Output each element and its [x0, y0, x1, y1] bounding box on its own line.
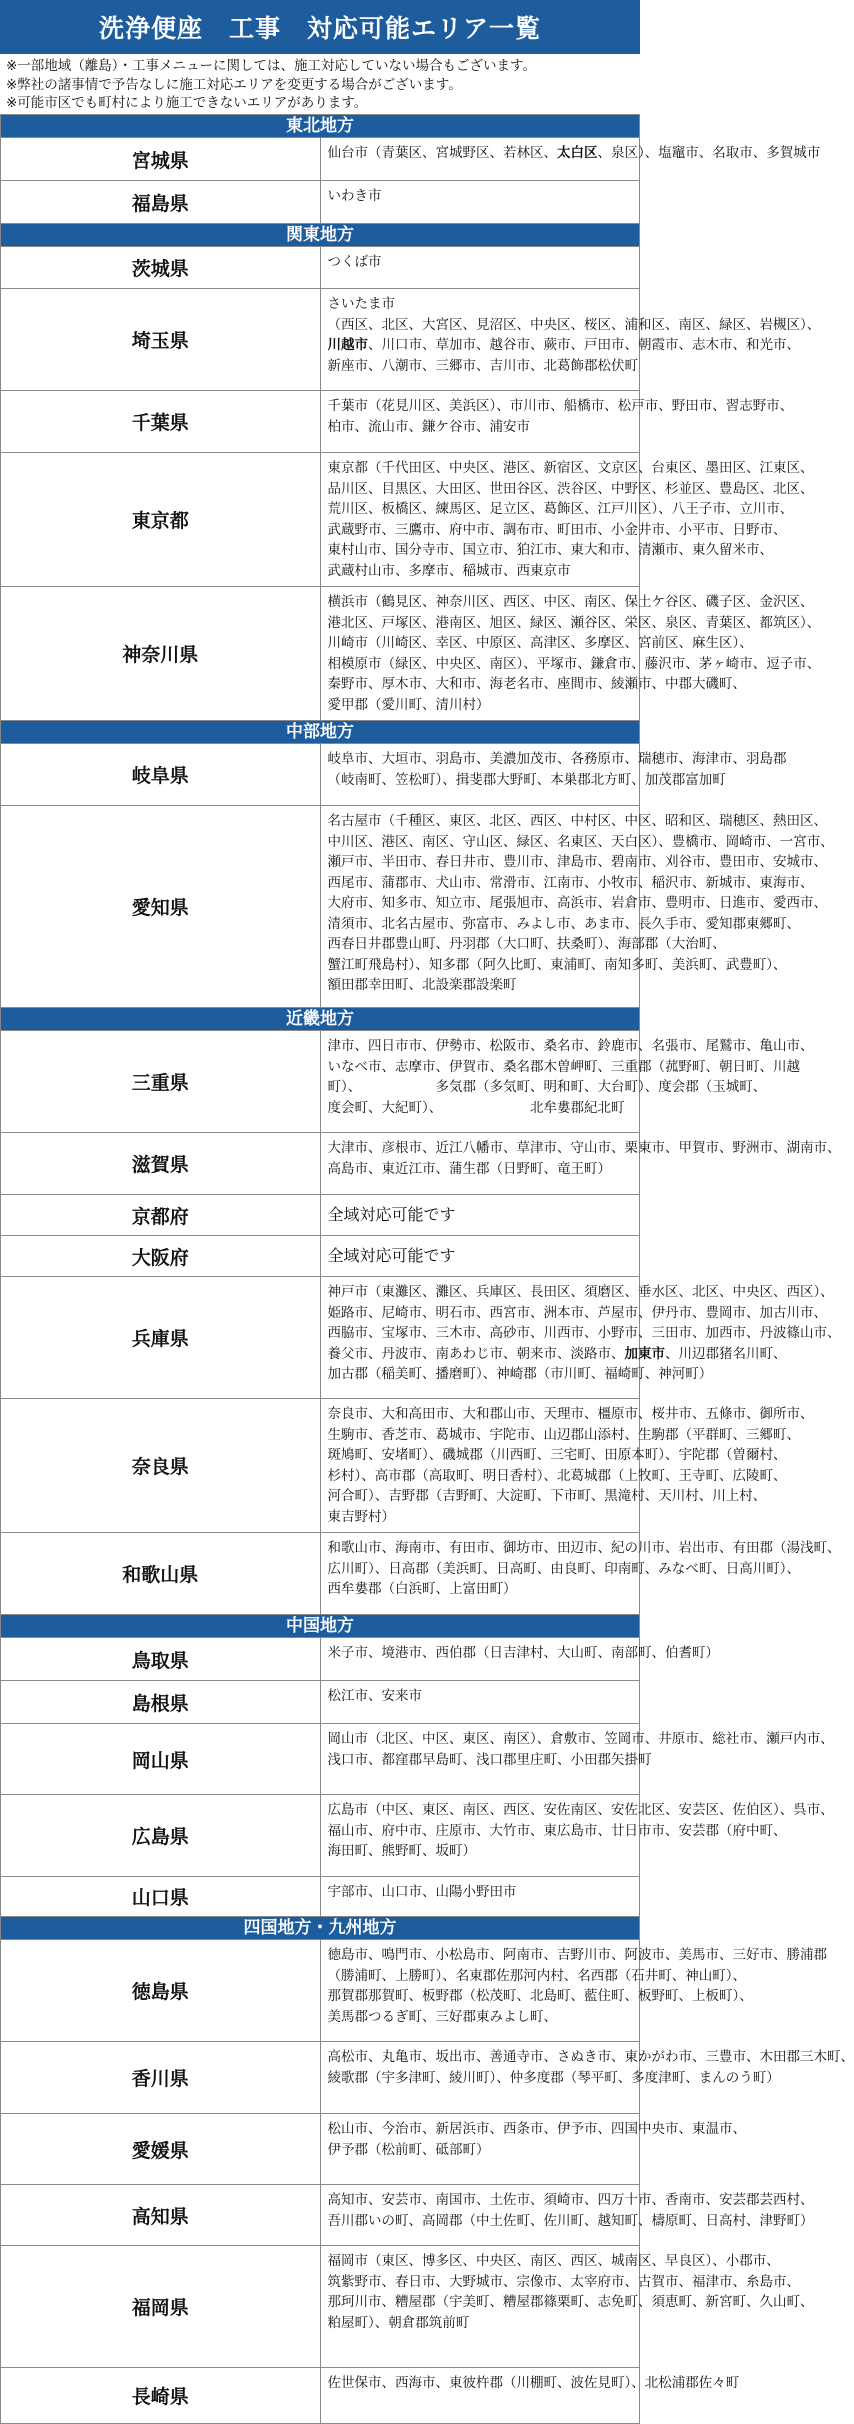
- city-list: [320, 1195, 640, 1236]
- prefecture-name: 福岡県: [1, 2246, 321, 2368]
- city-list: [320, 587, 821, 721]
- prefecture-name: 岐阜県: [1, 744, 321, 806]
- region-name: 東北地方: [1, 115, 640, 138]
- city-line: 伊予郡（松前町、砥部町）: [327, 2141, 490, 2158]
- city-list: [320, 2368, 740, 2424]
- prefecture-row: [1, 247, 640, 289]
- city-list: [320, 1533, 841, 1615]
- city-line: 横浜市（鶴見区、神奈川区、西区、中区、南区、保土ケ谷区、磯子区、金沢区、: [327, 594, 814, 610]
- prefecture-name: 兵庫県: [1, 1277, 321, 1399]
- prefecture-row: [1, 1940, 640, 2042]
- city-line: 秦野市、厚木市、大和市、海老名市、座間市、綾瀬市、中郡大磯町、: [327, 676, 746, 692]
- city-line: 岡山市（北区、中区、東区、南区）、倉敷市、笠岡市、井原市、総社市、瀬戸内市、: [327, 1731, 834, 1747]
- prefecture-row: [1, 1638, 640, 1681]
- city-line: 武蔵野市、三鷹市、府中市、調布市、町田市、小金井市、小平市、日野市、: [327, 521, 787, 538]
- city-list: [320, 2185, 814, 2246]
- city-list: [320, 1399, 814, 1533]
- prefecture-row: [1, 2368, 640, 2424]
- prefecture-name: 滋賀県: [1, 1133, 321, 1195]
- prefecture-row: [1, 1724, 640, 1795]
- city-list: [320, 181, 640, 224]
- prefecture-name: 鳥取県: [1, 1638, 321, 1681]
- city-line: 港北区、戸塚区、港南区、旭区、緑区、瀬谷区、栄区、泉区、青葉区、都筑区）、: [327, 614, 821, 631]
- city-list: [320, 1277, 841, 1399]
- region-name: 四国地方・九州地方: [1, 1917, 640, 1940]
- city-list: [320, 2042, 854, 2114]
- prefecture-row: [1, 1399, 640, 1533]
- prefecture-row: [1, 2114, 640, 2185]
- region-header: [1, 1917, 640, 1940]
- city-line: 浅口市、都窪郡早島町、浅口郡里庄町、小田郡矢掛町: [327, 1751, 652, 1768]
- city-list: [320, 1236, 640, 1277]
- city-line: （岐南町、笠松町）、揖斐郡大野町、本巣郡北方町、加茂郡富加町: [327, 771, 726, 788]
- prefecture-name: 福島県: [1, 181, 321, 224]
- city-list: [320, 289, 821, 391]
- prefecture-name: 奈良県: [1, 1399, 321, 1533]
- prefecture-name: 山口県: [1, 1877, 321, 1917]
- city-line: さいたま市: [327, 296, 395, 312]
- city-line: 和歌山市、海南市、有田市、御坊市、田辺市、紀の川市、岩出市、有田郡（湯浅町、: [327, 1540, 841, 1556]
- city-list: [320, 1940, 827, 2042]
- prefecture-name: 埼玉県: [1, 289, 321, 391]
- city-line: 東吉野村）: [327, 1508, 395, 1525]
- prefecture-row: [1, 1236, 640, 1277]
- prefecture-row: [1, 1533, 640, 1615]
- prefecture-name: 大阪府: [1, 1236, 321, 1277]
- region-name: 関東地方: [1, 224, 640, 247]
- city-list: [320, 2114, 746, 2185]
- city-line: 津市、四日市市、伊勢市、松阪市、桑名市、鈴鹿市、名張市、尾鷲市、亀山市、: [327, 1038, 814, 1054]
- prefecture-row: [1, 138, 640, 181]
- city-line: 佐世保市、西海市、東彼杵郡（川棚町、波佐見町）、北松浦郡佐々町: [327, 2375, 740, 2391]
- city-line: 松山市、今治市、新居浜市、西条市、伊予市、四国中央市、東温市、: [327, 2121, 746, 2137]
- prefecture-row: [1, 1877, 640, 1917]
- prefecture-row: [1, 1795, 640, 1877]
- city-line: 東京都（千代田区、中央区、港区、新宿区、文京区、台東区、墨田区、江東区、: [327, 460, 814, 476]
- city-line: 生駒市、香芝市、葛城市、宇陀市、山辺郡山添村、生駒郡（平群町、三郷町、: [327, 1426, 800, 1443]
- prefecture-name: 愛媛県: [1, 2114, 321, 2185]
- city-list: [320, 1724, 834, 1795]
- city-list: [320, 1031, 814, 1133]
- city-line: 岐阜市、大垣市、羽島市、美濃加茂市、各務原市、瑞穂市、海津市、羽島郡: [327, 751, 787, 767]
- city-line: 荒川区、板橋区、練馬区、足立区、葛飾区、江戸川区）、八王子市、立川市、: [327, 501, 794, 517]
- city-line: 度会町、大紀町）、 北牟婁郡紀北町: [327, 1099, 625, 1116]
- city-line: 高松市、丸亀市、坂出市、善通寺市、さぬき市、東かがわ市、三豊市、木田郡三木町、: [327, 2049, 854, 2065]
- city-line: 河合町）、吉野郡（吉野町、大淀町、下市町、黒滝村、天川村、川上村、: [327, 1488, 767, 1504]
- city-line: 海田町、熊野町、坂町）: [327, 1843, 476, 1859]
- city-list: [320, 1681, 640, 1724]
- city-line: 宇部市、山口市、山陽小野田市: [327, 1884, 517, 1900]
- city-list: [320, 1877, 640, 1917]
- city-line: 清須市、北名古屋市、弥富市、みよし市、あま市、長久手市、愛知郡東郷町、: [327, 915, 800, 932]
- city-list: [320, 453, 814, 587]
- prefecture-name: 広島県: [1, 1795, 321, 1877]
- city-line: 西春日井郡豊山町、丹羽郡（大口町、扶桑町）、海部郡（大治町、: [327, 936, 726, 952]
- prefecture-row: [1, 181, 640, 224]
- prefecture-name: 高知県: [1, 2185, 321, 2246]
- city-line: 福岡市（東区、博多区、中央区、南区、西区、城南区、早良区）、小郡市、: [327, 2253, 780, 2269]
- prefecture-name: 東京都: [1, 453, 321, 587]
- city-line: 広島市（中区、東区、南区、西区、安佐南区、安佐北区、安芸区、佐伯区）、呉市、: [327, 1802, 834, 1818]
- area-table: [0, 114, 854, 2424]
- region-header: [1, 1615, 640, 1638]
- city-line: 川越市、川口市、草加市、越谷市、蕨市、戸田市、朝霞市、志木市、和光市、: [327, 337, 800, 353]
- prefecture-name: 京都府: [1, 1195, 321, 1236]
- region-name: 近畿地方: [1, 1008, 640, 1031]
- city-line: 養父市、丹波市、南あわじ市、朝来市、淡路市、加東市、川辺郡猪名川町、: [327, 1345, 787, 1362]
- city-line: 筑紫野市、春日市、大野城市、宗像市、太宰府市、古賀市、福津市、糸島市、: [327, 2273, 800, 2290]
- city-list: [320, 2246, 814, 2368]
- prefecture-row: [1, 1195, 640, 1236]
- city-line: 瀬戸市、半田市、春日井市、豊川市、津島市、碧南市、刈谷市、豊田市、安城市、: [327, 854, 827, 870]
- city-line: 神戸市（東灘区、灘区、兵庫区、長田区、須磨区、垂水区、北区、中央区、西区）、: [327, 1284, 834, 1300]
- prefecture-row: [1, 453, 640, 587]
- city-list: [320, 391, 794, 453]
- prefecture-name: 宮城県: [1, 138, 321, 181]
- prefecture-row: [1, 2246, 640, 2368]
- city-list: [320, 247, 640, 289]
- prefecture-name: 三重県: [1, 1031, 321, 1133]
- region-header: [1, 1008, 640, 1031]
- prefecture-name: 徳島県: [1, 1940, 321, 2042]
- city-line: 那賀郡那賀町、板野郡（松茂町、北島町、藍住町、板野町、上板町）、: [327, 1988, 753, 2004]
- city-list: [320, 1638, 719, 1681]
- city-line: 斑鳩町、安堵町）、磯城郡（川西町、三宅町、田原本町）、宇陀郡（曽爾村、: [327, 1447, 787, 1463]
- city-line: 奈良市、大和高田市、大和郡山市、天理市、橿原市、桜井市、五條市、御所市、: [327, 1406, 814, 1422]
- city-line: 杉村）、高市郡（高取町、明日香村）、北葛城郡（上牧町、王寺町、広陵町、: [327, 1467, 787, 1484]
- region-header: [1, 224, 640, 247]
- city-line: 名古屋市（千種区、東区、北区、西区、中村区、中区、昭和区、瑞穂区、熱田区、: [327, 813, 827, 829]
- prefecture-name: 神奈川県: [1, 587, 321, 721]
- notes: [0, 54, 640, 114]
- city-line: （西区、北区、大宮区、見沼区、中央区、桜区、浦和区、南区、緑区、岩槻区）、: [327, 316, 821, 333]
- city-list: [320, 1795, 834, 1877]
- prefecture-name: 岡山県: [1, 1724, 321, 1795]
- city-line: 美馬郡つるぎ町、三好郡東みよし町、: [327, 2008, 557, 2025]
- city-line: 姫路市、尼崎市、明石市、西宮市、洲本市、芦屋市、伊丹市、豊岡市、加古川市、: [327, 1304, 827, 1321]
- prefecture-name: 茨城県: [1, 247, 321, 289]
- prefecture-row: [1, 289, 640, 391]
- prefecture-row: [1, 1681, 640, 1724]
- prefecture-row: [1, 1031, 640, 1133]
- prefecture-row: [1, 2042, 640, 2114]
- city-line: 町）、 多気郡（多気町、明和町、大台町）、度会郡（玉城町、: [327, 1079, 767, 1095]
- city-line: 大津市、彦根市、近江八幡市、草津市、守山市、栗東市、甲賀市、野洲市、湖南市、: [327, 1140, 841, 1156]
- prefecture-name: 島根県: [1, 1681, 321, 1724]
- prefecture-name: 愛知県: [1, 806, 321, 1008]
- city-line: 高知市、安芸市、南国市、土佐市、須崎市、四万十市、香南市、安芸郡芸西村、: [327, 2192, 814, 2208]
- city-line: （勝浦町、上勝町）、名東郡佐那河内村、名西郡（石井町、神山町）、: [327, 1967, 746, 1984]
- city-line: 徳島市、鳴門市、小松島市、阿南市、吉野川市、阿波市、美馬市、三好市、勝浦郡: [327, 1947, 827, 1963]
- city-line: 西牟婁郡（白浜町、上富田町）: [327, 1581, 517, 1597]
- city-line: 西脇市、宝塚市、三木市、高砂市、川西市、小野市、三田市、加西市、丹波篠山市、: [327, 1325, 841, 1341]
- city-line: 粕屋町）、朝倉郡筑前町: [327, 2314, 470, 2331]
- city-line: 仙台市（青葉区、宮城野区、若林区、太白区、泉区）、塩竈市、名取市、多賀城市: [327, 145, 821, 161]
- city-line: 大府市、知多市、知立市、尾張旭市、高浜市、岩倉市、豊明市、日進市、愛西市、: [327, 895, 827, 911]
- city-line: 福山市、府中市、庄原市、大竹市、東広島市、廿日市市、安芸郡（府中町、: [327, 1822, 787, 1839]
- city-line: 額田郡幸田町、北設楽郡設楽町: [327, 977, 517, 993]
- city-line: 東村山市、国分寺市、国立市、狛江市、東大和市、清瀬市、東久留米市、: [327, 542, 773, 558]
- city-line: 中川区、港区、南区、守山区、緑区、名東区、天白区）、豊橋市、岡崎市、一宮市、: [327, 833, 834, 850]
- city-line: 千葉市（花見川区、美浜区）、市川市、船橋市、松戸市、野田市、習志野市、: [327, 398, 794, 414]
- city-line: 品川区、目黒区、大田区、世田谷区、渋谷区、中野区、杉並区、豊島区、北区、: [327, 480, 814, 497]
- city-line: 全域対応可能です: [327, 1245, 456, 1265]
- city-list: [320, 806, 834, 1008]
- city-line: 松江市、安来市: [327, 1688, 422, 1704]
- prefecture-name: 長崎県: [1, 2368, 321, 2424]
- prefecture-row: [1, 806, 640, 1008]
- city-line: 広川町）、日高郡（美浜町、日高町、由良町、印南町、みなべ町、日高川町）、: [327, 1560, 800, 1577]
- region-header: [1, 115, 640, 138]
- city-list: [320, 1133, 841, 1195]
- prefecture-row: [1, 391, 640, 453]
- city-line: 愛甲郡（愛川町、清川村）: [327, 696, 490, 713]
- city-list: [320, 138, 821, 181]
- city-line: 綾歌郡（宇多津町、綾川町）、仲多度郡（琴平町、多度津町、まんのう町）: [327, 2069, 780, 2086]
- city-line: 武蔵村山市、多摩市、稲城市、西東京市: [327, 562, 571, 579]
- prefecture-name: 千葉県: [1, 391, 321, 453]
- prefecture-name: 和歌山県: [1, 1533, 321, 1615]
- prefecture-name: 香川県: [1, 2042, 321, 2114]
- prefecture-row: [1, 1133, 640, 1195]
- city-line: 蟹江町飛島村）、知多郡（阿久比町、東浦町、南知多町、美浜町、武豊町）、: [327, 956, 787, 973]
- city-line: つくば市: [327, 254, 382, 270]
- city-line: 高島市、東近江市、蒲生郡（日野町、竜王町）: [327, 1160, 611, 1177]
- city-line: 柏市、流山市、鎌ケ谷市、浦安市: [327, 418, 530, 435]
- region-name: 中国地方: [1, 1615, 640, 1638]
- city-line: 那珂川市、糟屋郡（宇美町、糟屋郡篠栗町、志免町、須恵町、新宮町、久山町、: [327, 2294, 814, 2310]
- city-line: 西尾市、蒲郡市、犬山市、常滑市、江南市、小牧市、稲沢市、新城市、東海市、: [327, 874, 814, 891]
- city-line: 全域対応可能です: [327, 1204, 456, 1224]
- city-line: 新座市、八潮市、三郷市、吉川市、北葛飾郡松伏町: [327, 357, 638, 374]
- city-line: いわき市: [327, 188, 382, 204]
- prefecture-row: [1, 744, 640, 806]
- city-line: 吾川郡いの町、高岡郡（中土佐町、佐川町、越知町、檮原町、日高村、津野町）: [327, 2212, 814, 2229]
- city-line: 米子市、境港市、西伯郡（日吉津村、大山町、南部町、伯耆町）: [327, 1645, 719, 1661]
- city-list: [320, 744, 787, 806]
- city-line: 相模原市（緑区、中央区、南区）、平塚市、鎌倉市、藤沢市、茅ヶ崎市、逗子市、: [327, 655, 821, 672]
- note-line: ※一部地域（離島）・工事メニューに関しては、施工対応していない場合もございます。: [6, 58, 536, 74]
- city-line: いなべ市、志摩市、伊賀市、桑名郡木曽岬町、三重郡（菰野町、朝日町、川越: [327, 1058, 800, 1075]
- city-line: 川崎市（川崎区、幸区、中原区、高津区、多摩区、宮前区、麻生区）、: [327, 635, 753, 651]
- note-line: ※可能市区でも町村により施工できないエリアがあります。: [6, 95, 368, 111]
- prefecture-row: [1, 1277, 640, 1399]
- prefecture-row: [1, 587, 640, 721]
- region-name: 中部地方: [1, 721, 640, 744]
- note-line: ※弊社の諸事情で予告なしに施工対応エリアを変更する場合がございます。: [6, 76, 462, 93]
- page-title: 洗浄便座 工事 対応可能エリア一覧: [0, 0, 640, 54]
- region-header: [1, 721, 640, 744]
- prefecture-row: [1, 2185, 640, 2246]
- city-line: 加古郡（稲美町、播磨町）、神崎郡（市川町、福崎町、神河町）: [327, 1366, 713, 1382]
